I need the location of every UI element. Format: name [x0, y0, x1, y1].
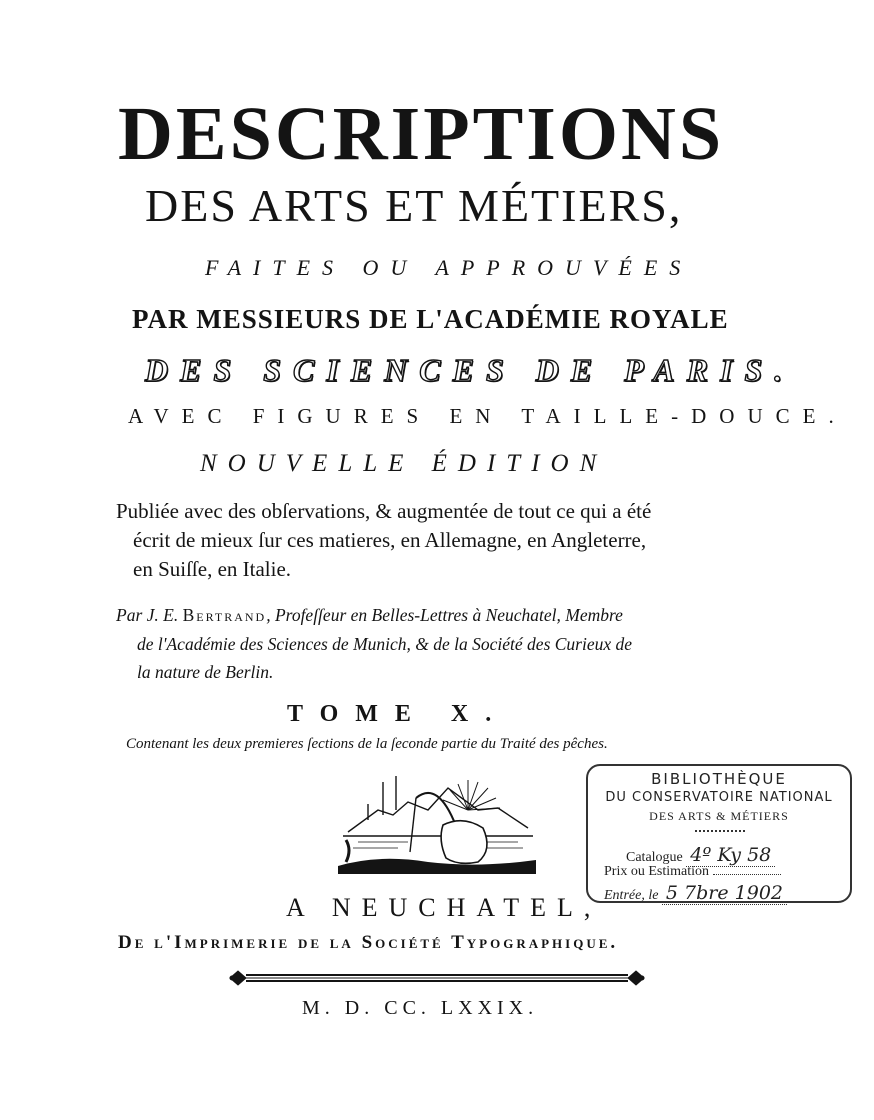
catalogue-value: 4º Ky 58 — [686, 844, 775, 867]
stamp-entree-field — [604, 882, 787, 904]
ornamental-rule-icon — [228, 968, 646, 988]
prix-value — [713, 874, 781, 875]
contents-note: Contenant les deux premieres ſections de la ſeconde partie du Traité des pêches. — [126, 736, 608, 752]
author-line-2: de l'Académie des Sciences de Munich, & de la Société des Curieux de — [137, 634, 633, 654]
line-des-sciences: DES SCIENCES DE PARIS. — [145, 352, 795, 388]
edition-line: NOUVELLE ÉDITION — [200, 450, 608, 477]
author-line-1 — [116, 603, 623, 627]
publiee-line-1: Publiée avec des obſervations, & augmentée de tout ce qui a été — [116, 499, 652, 523]
tome-number: TOME X. — [287, 701, 509, 727]
author-line-3: la nature de Berlin. — [137, 662, 274, 682]
author-name: Bertrand — [182, 605, 267, 625]
printer-line: De l'Imprimerie de la Société Typographique. — [118, 932, 619, 953]
author-title: , Profeſſeur en Belles-Lettres à Neuchatel, Membre — [266, 605, 623, 625]
main-title: DESCRIPTIONS — [118, 92, 725, 176]
prix-label: Prix ou Estimation — [604, 864, 709, 879]
stamp-catalogue-field — [626, 844, 775, 866]
subtitle: DES ARTS ET MÉTIERS, — [145, 180, 683, 231]
author-prefix: Par J. E. — [116, 605, 183, 625]
publiee-line-2: écrit de mieux ſur ces matieres, en Allemagne, en Angleterre, — [133, 528, 647, 552]
line-avec-figures: AVEC FIGURES EN TAILLE-DOUCE. — [128, 404, 847, 428]
line-par-messieurs: PAR MESSIEURS DE L'ACADÉMIE ROYALE — [132, 304, 729, 334]
line-faites: FAITES OU APPROUVÉES — [205, 255, 693, 280]
stamp-prix-field — [604, 864, 781, 880]
stamp-divider — [695, 830, 745, 832]
entree-value: 5 7bre 1902 — [662, 882, 787, 905]
publiee-line-3: en Suiſſe, en Italie. — [133, 557, 292, 581]
entree-label: Entrée, le — [604, 888, 659, 903]
stamp-line-3: DES ARTS & MÉTIERS — [649, 809, 789, 823]
library-stamp — [586, 764, 852, 903]
stamp-line-2: DU CONSERVATOIRE NATIONAL — [605, 790, 833, 805]
stamp-line-1: BIBLIOTHÈQUE — [651, 770, 787, 788]
place-of-publication: A NEUCHATEL, — [286, 893, 602, 922]
fisherman-vignette-icon — [338, 770, 536, 874]
catalogue-label: Catalogue — [626, 850, 683, 865]
publication-year: M. D. CC. LXXIX. — [302, 997, 539, 1019]
